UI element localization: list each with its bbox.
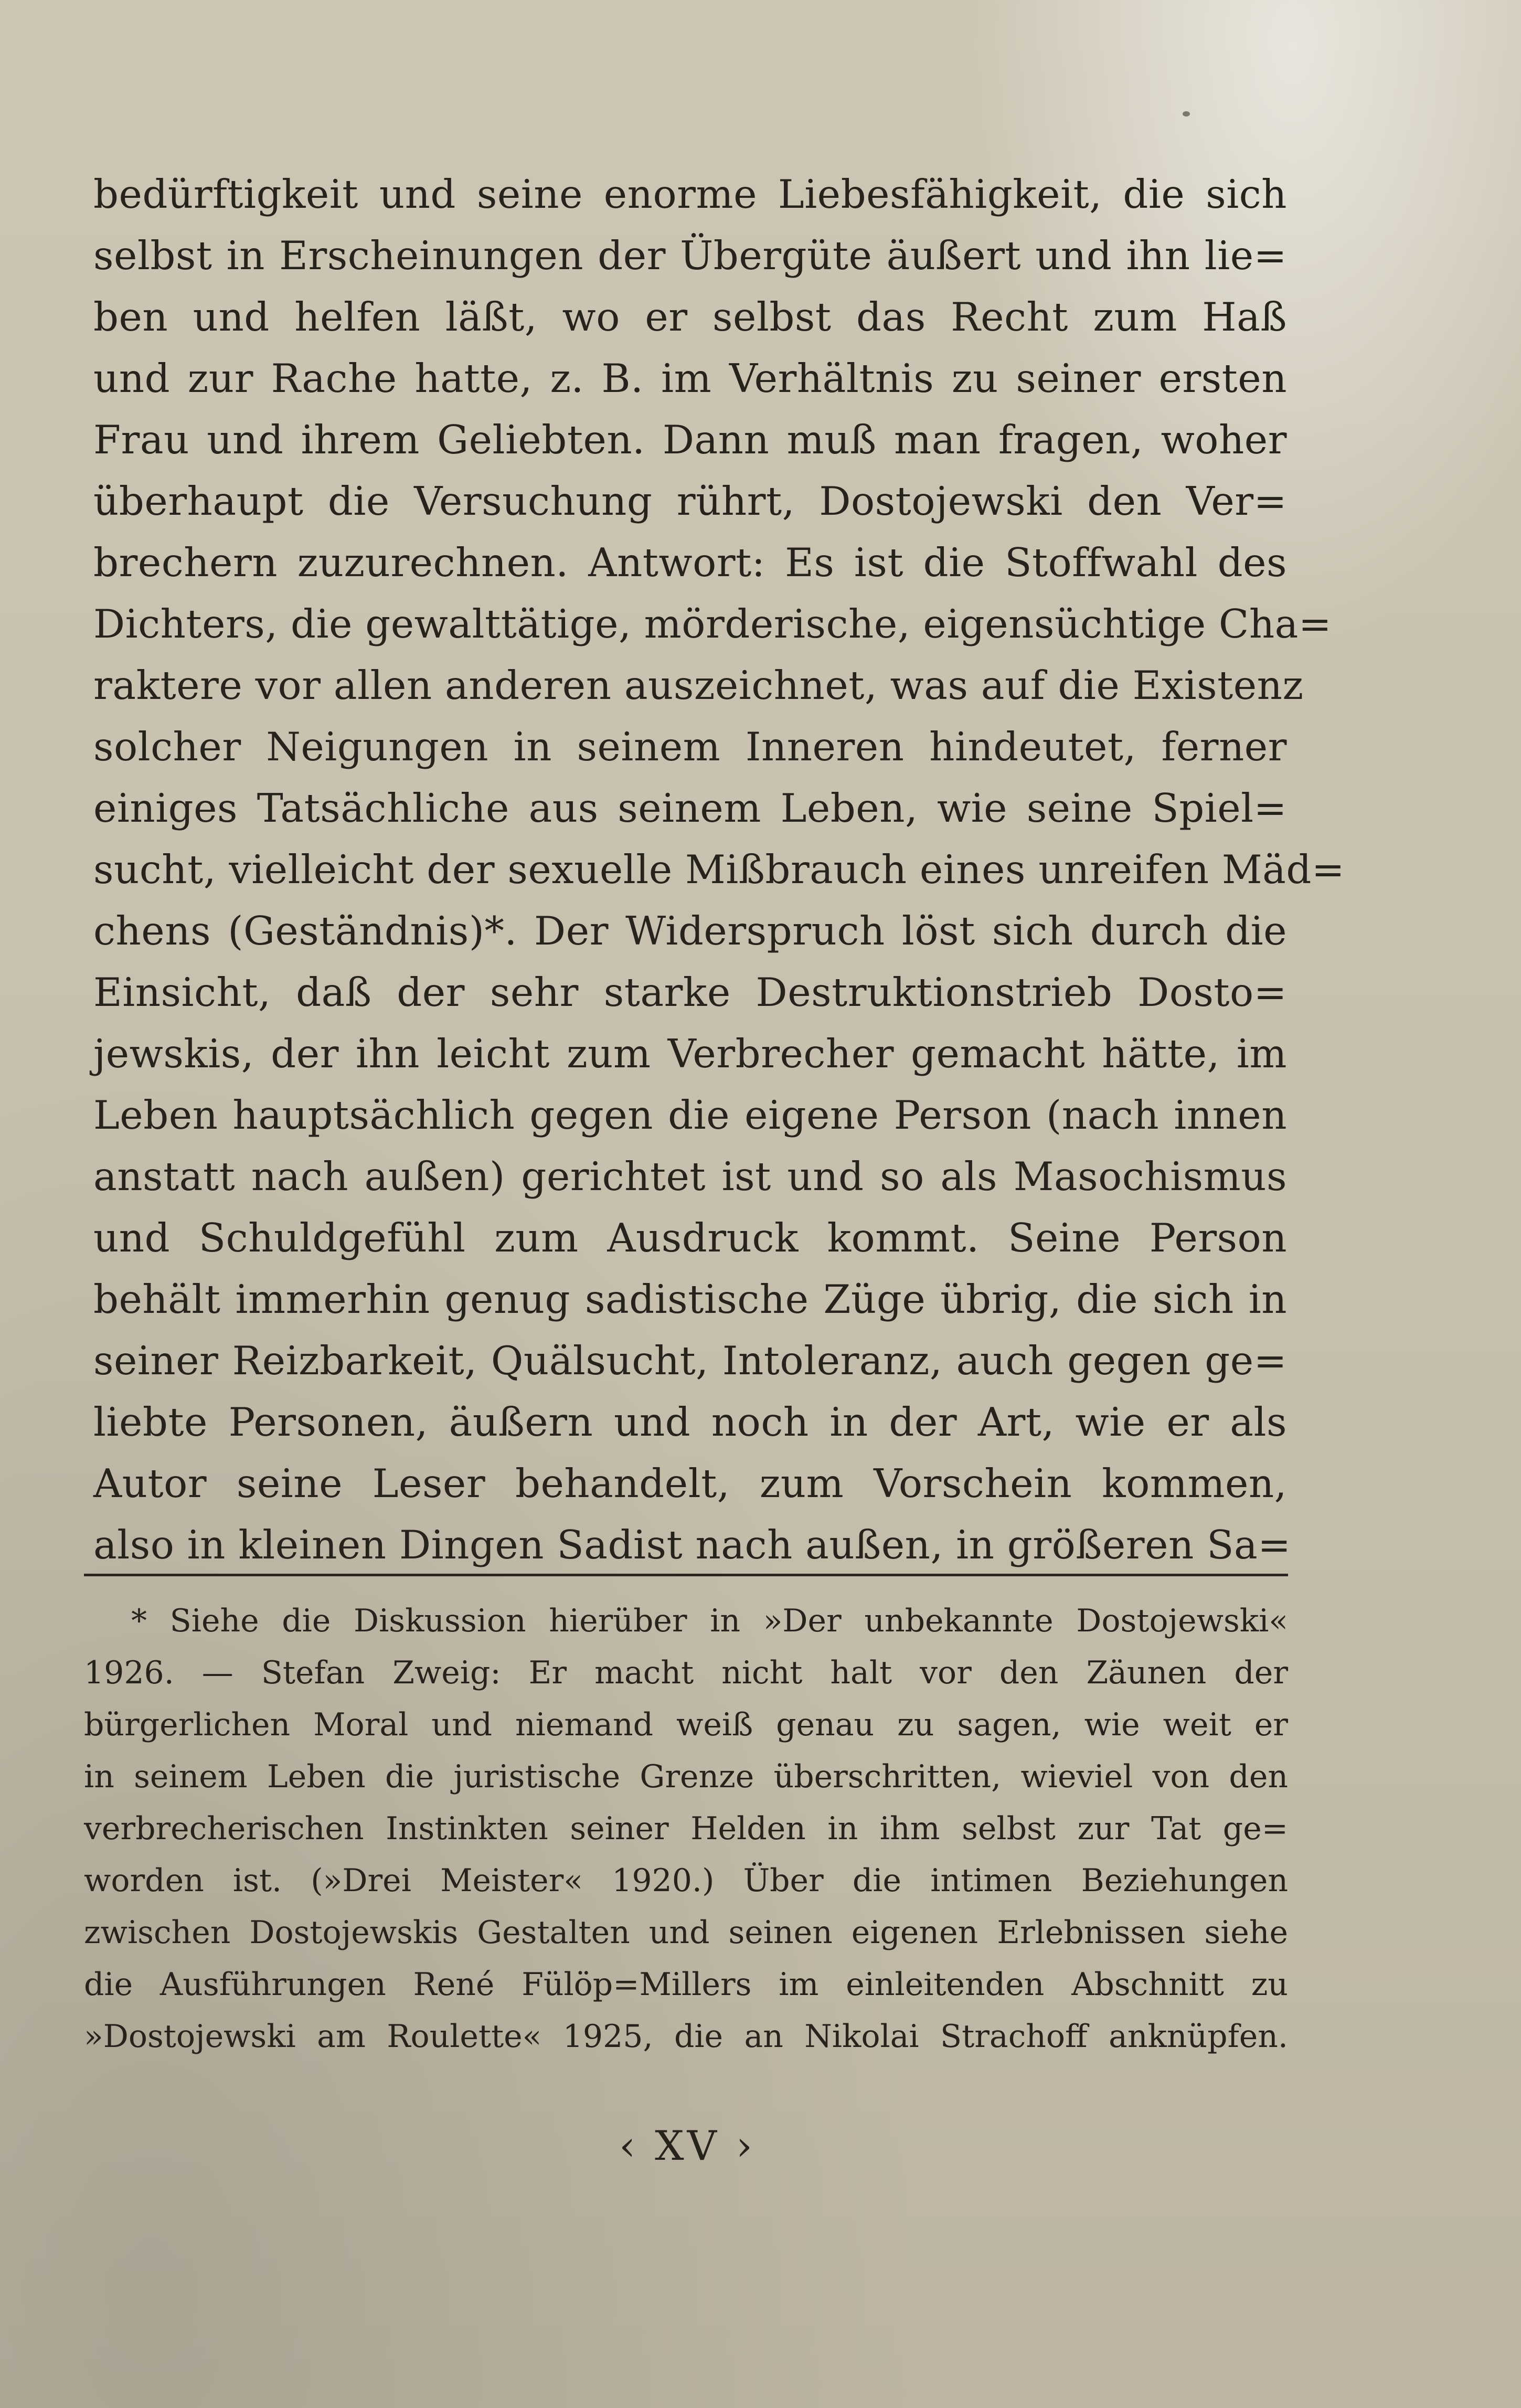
text-line: sucht, vielleicht der sexuelle Mißbrauch eines unreifen Mäd= bbox=[93, 846, 1345, 893]
footnote-line: 1926. — Stefan Zweig: Er macht nicht halt vor den Zäunen der bbox=[84, 1654, 1288, 1691]
text-line: Frau und ihrem Geliebten. Dann muß man fragen, woher bbox=[93, 417, 1287, 463]
footnote-line: die Ausführungen René Fülöp=Millers im einleitenden Abschnitt zu bbox=[84, 1966, 1288, 2003]
text-line: Dichters, die gewalttätige, mörderische, eigensüchtige Cha= bbox=[93, 601, 1332, 647]
text-line: raktere vor allen anderen auszeichnet, was auf die Existenz bbox=[93, 662, 1304, 708]
page-number: ‹ XV › bbox=[619, 2123, 756, 2170]
text-line: also in kleinen Dingen Sadist nach außen, in größeren Sa= bbox=[93, 1522, 1291, 1568]
text-line: seiner Reizbarkeit, Quälsucht, Intoleranz, auch gegen ge= bbox=[93, 1338, 1287, 1384]
text-line: behält immerhin genug sadistische Züge übrig, die sich in bbox=[93, 1276, 1287, 1322]
footnote-line: verbrecherischen Instinkten seiner Helden in ihm selbst zur Tat ge= bbox=[84, 1810, 1288, 1847]
text-line: und Schuldgefühl zum Ausdruck kommt. Seine Person bbox=[93, 1215, 1287, 1261]
footnote-line: »Dostojewski am Roulette« 1925, die an Nikolai Strachoff anknüpfen. bbox=[84, 2018, 1288, 2055]
footnote-line: zwischen Dostojewskis Gestalten und seinen eigenen Erlebnissen siehe bbox=[84, 1914, 1288, 1951]
text-line: überhaupt die Versuchung rührt, Dostojewski den Ver= bbox=[93, 478, 1287, 524]
text-line: anstatt nach außen) gerichtet ist und so als Masochismus bbox=[93, 1153, 1287, 1200]
text-line: und zur Rache hatte, z. B. im Verhältnis zu seiner ersten bbox=[93, 355, 1287, 401]
footnote-line: bürgerlichen Moral und niemand weiß genau zu sagen, wie weit er bbox=[84, 1706, 1288, 1743]
footnote-block bbox=[84, 1595, 1288, 2063]
text-line: Leben hauptsächlich gegen die eigene Person (nach innen bbox=[93, 1092, 1287, 1138]
footnote-divider bbox=[84, 1574, 1288, 1576]
text-line: selbst in Erscheinungen der Übergüte äußert und ihn lie= bbox=[93, 232, 1287, 279]
text-line: brechern zuzurechnen. Antwort: Es ist die Stoffwahl des bbox=[93, 539, 1287, 586]
footnote-line: * Siehe die Diskussion hierüber in »Der unbekannte Dostojewski« bbox=[131, 1603, 1288, 1639]
text-line: Einsicht, daß der sehr starke Destruktionstrieb Dosto= bbox=[93, 969, 1287, 1015]
text-line: Autor seine Leser behandelt, zum Vorschein kommen, bbox=[93, 1460, 1287, 1507]
footnote-line: in seinem Leben die juristische Grenze überschritten, wieviel von den bbox=[84, 1758, 1288, 1795]
text-line: chens (Geständnis)*. Der Widerspruch löst sich durch die bbox=[93, 908, 1287, 954]
main-text-block bbox=[93, 164, 1345, 1576]
text-line: liebte Personen, äußern und noch in der Art, wie er als bbox=[93, 1399, 1287, 1445]
text-line: jewskis, der ihn leicht zum Verbrecher gemacht hätte, im bbox=[93, 1031, 1287, 1077]
text-line: bedürftigkeit und seine enorme Liebesfähigkeit, die sich bbox=[93, 171, 1287, 217]
footnote-line: worden ist. (»Drei Meister« 1920.) Über die intimen Beziehungen bbox=[84, 1862, 1288, 1899]
text-line: einiges Tatsächliche aus seinem Leben, wie seine Spiel= bbox=[93, 785, 1287, 831]
paper-speck bbox=[1183, 111, 1190, 116]
text-line: solcher Neigungen in seinem Inneren hindeutet, ferner bbox=[93, 724, 1287, 770]
text-line: ben und helfen läßt, wo er selbst das Recht zum Haß bbox=[93, 294, 1287, 340]
